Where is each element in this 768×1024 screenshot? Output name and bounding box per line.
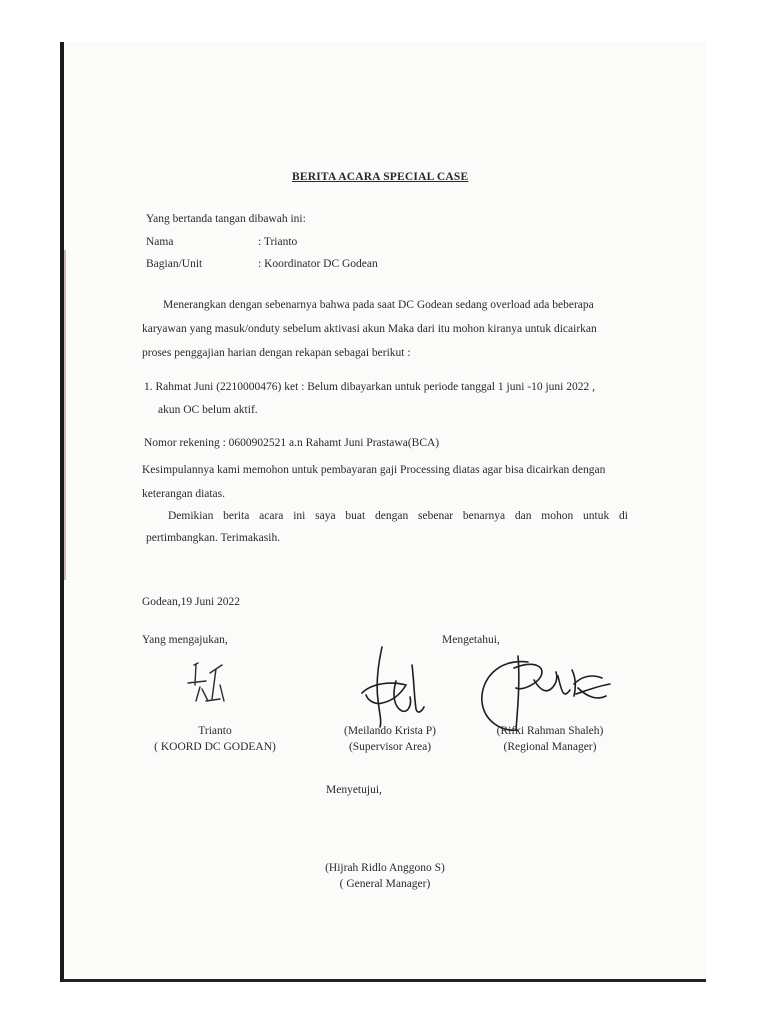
acknowledged-label: Mengetahui, [442,634,500,646]
bank-account: Nomor rekening : 0600902521 a.n Rahamt Juni Prastawa(BCA) [144,437,440,449]
conclusion-line2: keterangan diatas. [142,488,226,500]
field-unit-value: : Koordinator DC Godean [258,258,378,270]
paragraph1-line3: proses penggajian harian dengan rekapan sebagai berikut : [142,347,411,359]
paragraph1-line2: karyawan yang masuk/onduty sebelum aktivasi akun Maka dari itu mohon kiranya untuk dicairkan [142,323,597,335]
signatory-2-role: (Supervisor Area) [348,741,432,753]
paragraph1-line1: Menerangkan dengan sebenarnya bahwa pada saat DC Godean sedang overload ada beberapa [163,299,594,311]
field-name-value: : Trianto [258,236,298,248]
signature-trianto [180,655,230,712]
signatory-1-name: Trianto [198,725,232,737]
closing-line1: Demikian berita acara ini saya buat dengan sebenar benarnya dan mohon untuk di [168,510,628,522]
signature-meilando [352,645,432,735]
submitted-label: Yang mengajukan, [142,634,228,646]
intro-text: Yang bertanda tangan dibawah ini: [146,213,306,225]
signatory-3-name: (Rifki Rahman Shaleh) [496,725,604,737]
place-date: Godean,19 Juni 2022 [142,596,241,608]
approver-name: (Hijrah Ridlo Anggono S) [325,862,445,874]
signatory-2-name: (Meilando Krista P) [344,725,436,737]
list-item-1-line2: akun OC belum aktif. [158,404,258,416]
closing-line2: pertimbangkan. Terimakasih. [146,532,281,544]
list-item-1-line1: 1. Rahmat Juni (2210000476) ket : Belum dibayarkan untuk periode tanggal 1 juni -10 juni 2022 , [144,381,595,393]
signatory-3-role: (Regional Manager) [503,741,597,753]
field-unit-label: Bagian/Unit [146,258,203,270]
scan-edge-shadow [64,250,66,580]
document-title: BERITA ACARA SPECIAL CASE [292,171,469,183]
approved-label: Menyetujui, [326,784,382,796]
signatory-1-role: ( KOORD DC GODEAN) [154,741,276,753]
scan-edge-bottom [62,979,706,982]
approver-role: ( General Manager) [339,878,431,890]
conclusion-line1: Kesimpulannya kami memohon untuk pembayaran gaji Processing diatas agar bisa dicairkan dengan [142,464,606,476]
field-name-label: Nama [146,236,174,248]
